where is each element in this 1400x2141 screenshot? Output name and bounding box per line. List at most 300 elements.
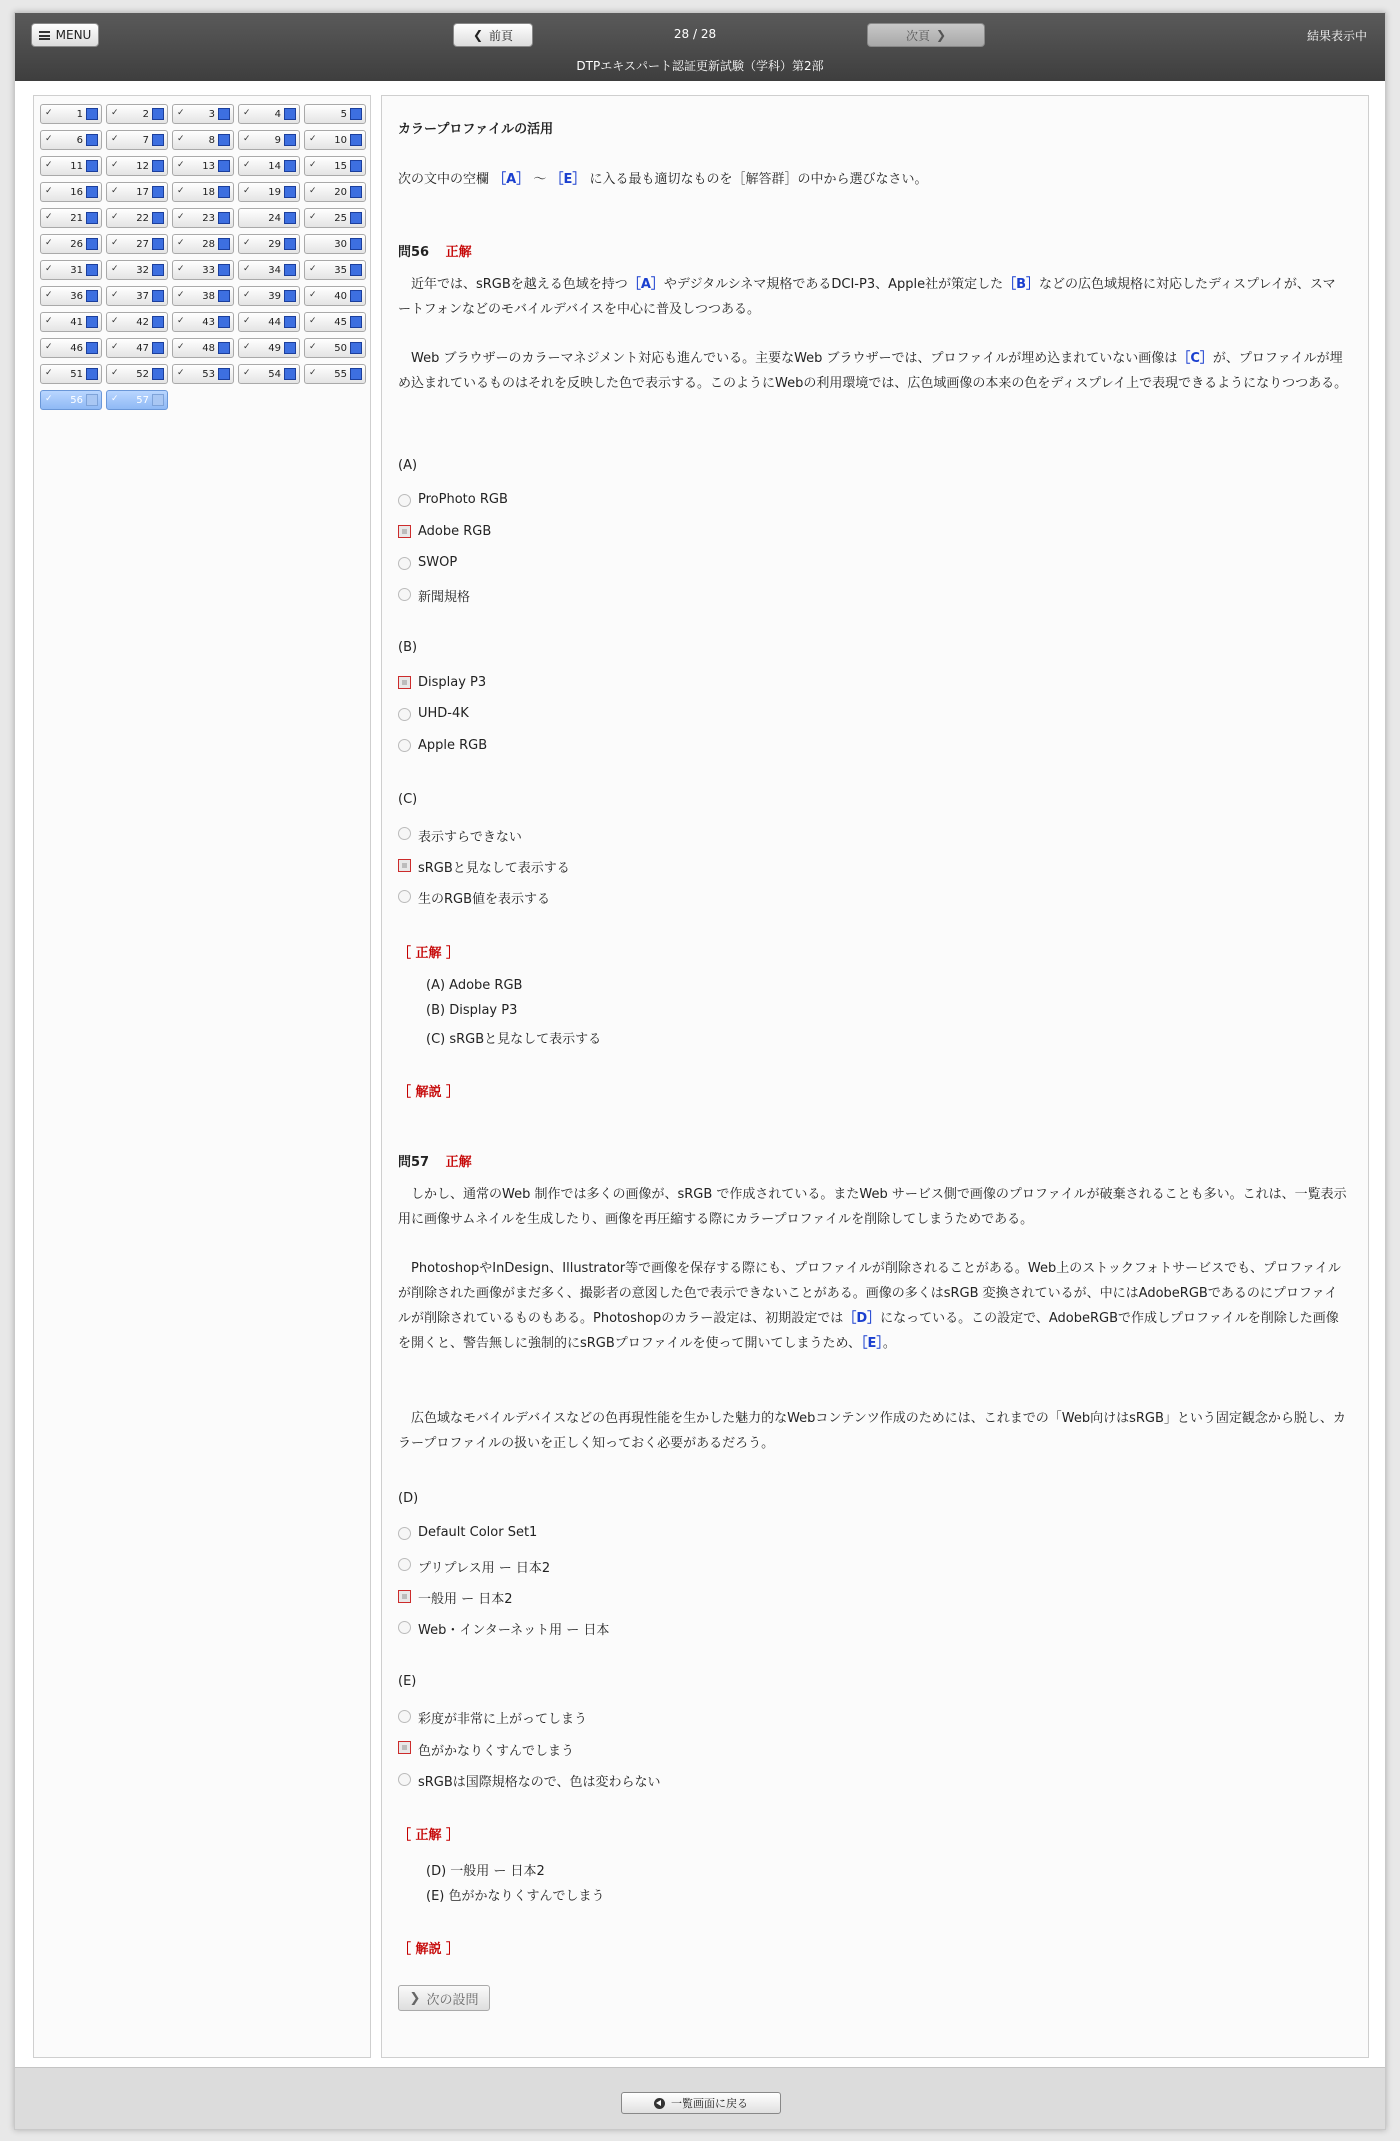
- check-icon: ✓: [45, 290, 53, 300]
- flag-icon: [350, 134, 362, 146]
- question-nav-button[interactable]: [238, 182, 300, 202]
- question-number-label: 20: [334, 187, 347, 198]
- question-number-label: 7: [142, 135, 149, 146]
- chevron-right-icon: ❯: [409, 1990, 421, 2006]
- check-icon: ✓: [177, 212, 185, 222]
- flag-icon: [86, 238, 98, 250]
- question-number-label: 38: [202, 291, 215, 302]
- question-nav-button[interactable]: [304, 286, 366, 306]
- question-nav-button[interactable]: [172, 234, 234, 254]
- question-number-label: 42: [136, 317, 149, 328]
- question-number-label: 37: [136, 291, 149, 302]
- question-nav-button[interactable]: [304, 260, 366, 280]
- question-number-label: 28: [202, 239, 215, 250]
- option-label: UHD-4K: [418, 706, 469, 721]
- check-icon: ✓: [45, 186, 53, 196]
- flag-icon: [284, 342, 296, 354]
- question-nav-button[interactable]: [106, 390, 168, 410]
- question-number-label: 39: [268, 291, 281, 302]
- flag-icon: [152, 160, 164, 172]
- question-number-label: 52: [136, 369, 149, 380]
- check-icon: ✓: [111, 186, 119, 196]
- question-number-label: 35: [334, 265, 347, 276]
- question-number-label: 41: [70, 317, 83, 328]
- check-icon: ✓: [243, 316, 251, 326]
- check-icon: ✓: [177, 160, 185, 170]
- exam-title: DTPエキスパート認証更新試験（学科）第2部: [576, 59, 824, 73]
- question-nav-button[interactable]: [172, 182, 234, 202]
- question-nav-button[interactable]: [172, 156, 234, 176]
- question-nav-button[interactable]: [172, 130, 234, 150]
- radio-button[interactable]: [398, 739, 411, 752]
- question-number: 問56: [398, 245, 430, 260]
- check-icon: ✓: [111, 160, 119, 170]
- question-number-label: 18: [202, 187, 215, 198]
- question-number-label: 10: [334, 135, 347, 146]
- check-icon: ✓: [243, 108, 251, 118]
- question-number-label: 56: [70, 395, 83, 406]
- question-nav-button[interactable]: [172, 286, 234, 306]
- flag-icon: [152, 238, 164, 250]
- check-icon: ✓: [309, 160, 317, 170]
- chevron-left-icon: ❮: [472, 28, 484, 42]
- question-nav-button[interactable]: [238, 130, 300, 150]
- question-grid: [40, 104, 366, 410]
- check-icon: ✓: [111, 368, 119, 378]
- question-nav-button[interactable]: [106, 156, 168, 176]
- flag-icon: [284, 134, 296, 146]
- question-nav-button[interactable]: [106, 338, 168, 358]
- question-number-label: 45: [334, 317, 347, 328]
- question-nav-button[interactable]: [106, 364, 168, 384]
- option-label: Display P3: [418, 675, 487, 690]
- option-label: Default Color Set1: [418, 1525, 538, 1540]
- check-icon: ✓: [45, 238, 53, 248]
- question-number-label: 31: [70, 265, 83, 276]
- chevron-right-icon: ❯: [935, 28, 947, 42]
- check-icon: ✓: [243, 342, 251, 352]
- flag-icon: [152, 316, 164, 328]
- question-nav-button[interactable]: [106, 286, 168, 306]
- question-nav-button[interactable]: [238, 286, 300, 306]
- question-number-label: 14: [268, 161, 281, 172]
- check-icon: ✓: [111, 264, 119, 274]
- flag-icon: [86, 342, 98, 354]
- flag-icon: [86, 264, 98, 276]
- check-icon: ✓: [111, 394, 119, 404]
- question-number-label: 27: [136, 239, 149, 250]
- question-number-label: 25: [334, 213, 347, 224]
- flag-icon: [152, 342, 164, 354]
- check-icon: ✓: [243, 134, 251, 144]
- prev-page-button[interactable]: [453, 23, 533, 47]
- question-number-label: 40: [334, 291, 347, 302]
- radio-button[interactable]: [398, 557, 411, 570]
- question-number-label: 2: [142, 109, 149, 120]
- question-56-header: [398, 241, 472, 260]
- question-nav-button[interactable]: [238, 208, 300, 228]
- check-icon: ✓: [111, 134, 119, 144]
- question-number-label: 4: [274, 109, 281, 120]
- question-nav-button[interactable]: [238, 156, 300, 176]
- check-icon: ✓: [243, 186, 251, 196]
- question-nav-button[interactable]: [40, 312, 102, 332]
- check-icon: ✓: [177, 368, 185, 378]
- back-to-list-button[interactable]: [621, 2092, 781, 2114]
- question-nav-button[interactable]: [304, 156, 366, 176]
- flag-icon: [218, 290, 230, 302]
- page-counter: 28 / 28: [673, 27, 717, 41]
- radio-button-selected[interactable]: [398, 1590, 411, 1603]
- check-icon: ✓: [177, 290, 185, 300]
- check-icon: ✓: [111, 316, 119, 326]
- flag-icon: [152, 368, 164, 380]
- question-nav-button[interactable]: [40, 208, 102, 228]
- check-icon: ✓: [309, 134, 317, 144]
- flag-icon: [218, 160, 230, 172]
- option-label: 表示すらできない: [418, 830, 522, 845]
- flag-icon: [218, 342, 230, 354]
- check-icon: ✓: [177, 108, 185, 118]
- check-icon: ✓: [45, 342, 53, 352]
- question-number-label: 16: [70, 187, 83, 198]
- header-bar: [15, 13, 1385, 81]
- check-icon: ✓: [309, 264, 317, 274]
- check-icon: ✓: [45, 316, 53, 326]
- question-nav-button[interactable]: [172, 364, 234, 384]
- check-icon: ✓: [309, 342, 317, 352]
- option-label: Web・インターネット用 ー 日本: [418, 1623, 610, 1638]
- question-nav-button[interactable]: [106, 260, 168, 280]
- check-icon: ✓: [309, 368, 317, 378]
- flag-icon: [218, 368, 230, 380]
- question-nav-button[interactable]: [40, 364, 102, 384]
- question-nav-button[interactable]: [106, 234, 168, 254]
- next-question-button[interactable]: [398, 1985, 490, 2011]
- app-frame: [14, 12, 1386, 2130]
- check-icon: ✓: [45, 264, 53, 274]
- radio-button-selected[interactable]: [398, 676, 411, 689]
- flag-icon: [218, 134, 230, 146]
- flag-icon: [86, 290, 98, 302]
- question-number-label: 26: [70, 239, 83, 250]
- check-icon: ✓: [45, 212, 53, 222]
- flag-icon: [350, 290, 362, 302]
- radio-button[interactable]: [398, 890, 411, 903]
- question-number-label: 55: [334, 369, 347, 380]
- question-nav-button[interactable]: [304, 182, 366, 202]
- next-page-button[interactable]: [867, 23, 985, 47]
- question-nav-button[interactable]: [40, 260, 102, 280]
- question-number: 問57: [398, 1155, 430, 1170]
- question-nav-button[interactable]: [40, 286, 102, 306]
- flag-icon: [86, 316, 98, 328]
- flag-icon: [284, 368, 296, 380]
- radio-button[interactable]: [398, 1621, 411, 1634]
- question-number-label: 54: [268, 369, 281, 380]
- check-icon: ✓: [309, 212, 317, 222]
- check-icon: ✓: [45, 394, 53, 404]
- check-icon: ✓: [177, 238, 185, 248]
- check-icon: ✓: [309, 290, 317, 300]
- radio-button[interactable]: [398, 588, 411, 601]
- question-number-label: 15: [334, 161, 347, 172]
- question-number-label: 19: [268, 187, 281, 198]
- question-nav-button[interactable]: [304, 234, 366, 254]
- menu-label: MENU: [55, 28, 92, 42]
- explanation-heading: ［ 解説 ］: [398, 1942, 460, 1957]
- flag-icon: [350, 212, 362, 224]
- radio-button[interactable]: [398, 827, 411, 840]
- question-number-label: 5: [340, 109, 347, 120]
- question-panel: [381, 95, 1369, 2058]
- option-label: プリプレス用 ー 日本2: [418, 1561, 551, 1576]
- question-sidebar: [33, 95, 371, 2058]
- group-label-b: (B): [398, 640, 418, 655]
- radio-button-selected[interactable]: [398, 859, 411, 872]
- check-icon: ✓: [177, 316, 185, 326]
- question-nav-button[interactable]: [238, 104, 300, 124]
- next-question-label: 次の設問: [426, 1992, 479, 2008]
- question-56-paragraph-2: Web ブラウザーのカラーマネジメント対応も進んでいる。主要なWeb ブラウザーでは、プロファイルが埋め込まれていない画像は［C］が、プロファイルが埋め込まれているものはそれを反映した色で表示する。このようにWebの利用環境では、広色域画像の本来の色をディスプレイ上で表現できるようになりつつある。: [398, 351, 1348, 391]
- radio-button[interactable]: [398, 1710, 411, 1723]
- flag-icon: [218, 212, 230, 224]
- back-to-list-label: 一覧画面に戻る: [671, 2097, 748, 2110]
- flag-icon: [152, 186, 164, 198]
- flag-icon: [86, 212, 98, 224]
- question-nav-button[interactable]: [40, 104, 102, 124]
- check-icon: ✓: [309, 316, 317, 326]
- question-number-label: 43: [202, 317, 215, 328]
- flag-icon: [284, 238, 296, 250]
- question-number-label: 57: [136, 395, 149, 406]
- group-label-d: (D): [398, 1491, 419, 1506]
- question-nav-button[interactable]: [238, 364, 300, 384]
- question-nav-button[interactable]: [304, 130, 366, 150]
- radio-button[interactable]: [398, 1558, 411, 1571]
- correct-answer-item: (A) Adobe RGB: [426, 978, 523, 993]
- question-nav-button[interactable]: [304, 104, 366, 124]
- flag-icon: [350, 264, 362, 276]
- question-nav-button[interactable]: [40, 234, 102, 254]
- check-icon: ✓: [243, 264, 251, 274]
- question-nav-button[interactable]: [238, 234, 300, 254]
- check-icon: ✓: [111, 290, 119, 300]
- flag-icon: [350, 368, 362, 380]
- radio-button[interactable]: [398, 494, 411, 507]
- flag-icon: [218, 108, 230, 120]
- question-number-label: 11: [70, 161, 83, 172]
- check-icon: ✓: [177, 264, 185, 274]
- check-icon: ✓: [309, 186, 317, 196]
- question-57-paragraph-2: PhotoshopやInDesign、Illustrator等で画像を保存する際にも、プロファイルが削除されることがある。Web上のストックフォトサービスでも、プロファイルが削除された画像がまだ多く、撮影者の意図した色で表示できないことがある。画像の多くはsRGB 変換されているが、中にはAdobeRGBであるのにプロファイルが削除されているものもある。Photoshopのカラー設定は、初期設定では［D］になっている。この設定で、AdobeRGBで作成しプロファイルを削除した画像を開くと、警告無しに強制的にsRGBプロファイルを使って開いてしまうため、［E］。: [398, 1261, 1341, 1351]
- question-nav-button[interactable]: [40, 182, 102, 202]
- question-number-label: 12: [136, 161, 149, 172]
- option-label: Adobe RGB: [418, 524, 492, 539]
- question-nav-button[interactable]: [304, 208, 366, 228]
- check-icon: ✓: [177, 186, 185, 196]
- flag-icon: [152, 290, 164, 302]
- radio-button[interactable]: [398, 708, 411, 721]
- option-label: sRGBは国際規格なので、色は変わらない: [418, 1775, 661, 1790]
- explanation-heading: ［ 解説 ］: [398, 1085, 460, 1100]
- question-number-label: 3: [208, 109, 215, 120]
- correct-answer-item: (C) sRGBと見なして表示する: [426, 1032, 602, 1047]
- question-number-label: 48: [202, 343, 215, 354]
- group-label-c: (C): [398, 792, 418, 807]
- correct-answer-heading: ［ 正解 ］: [398, 946, 460, 961]
- check-icon: ✓: [45, 368, 53, 378]
- flag-icon: [284, 212, 296, 224]
- question-nav-button[interactable]: [106, 130, 168, 150]
- question-number-label: 1: [76, 109, 83, 120]
- flag-icon: [350, 186, 362, 198]
- question-nav-button[interactable]: [40, 130, 102, 150]
- question-57-header: [398, 1151, 472, 1170]
- flag-icon: [152, 264, 164, 276]
- group-label-a: (A): [398, 458, 418, 473]
- flag-icon: [86, 394, 98, 406]
- question-nav-button[interactable]: [238, 312, 300, 332]
- group-label-e: (E): [398, 1674, 417, 1689]
- question-number-label: 34: [268, 265, 281, 276]
- check-icon: ✓: [177, 342, 185, 352]
- flag-icon: [152, 134, 164, 146]
- correct-answer-heading: ［ 正解 ］: [398, 1828, 460, 1843]
- question-nav-button[interactable]: [238, 338, 300, 358]
- back-arrow-circle-icon: [654, 2098, 665, 2109]
- flag-icon: [152, 108, 164, 120]
- section-heading: カラープロファイルの活用: [398, 122, 554, 137]
- question-number-label: 33: [202, 265, 215, 276]
- result-badge: 正解: [445, 245, 472, 260]
- question-number-label: 32: [136, 265, 149, 276]
- flag-icon: [350, 160, 362, 172]
- question-number-label: 21: [70, 213, 83, 224]
- flag-icon: [86, 160, 98, 172]
- flag-icon: [86, 186, 98, 198]
- check-icon: ✓: [243, 160, 251, 170]
- question-57-paragraph-3: 広色域なモバイルデバイスなどの色再現性能を生かした魅力的なWebコンテンツ作成のためには、これまでの「Web向けはsRGB」という固定観念から脱し、カラープロファイルの扱いを正しく知っておく必要があるだろう。: [398, 1411, 1346, 1451]
- flag-icon: [284, 186, 296, 198]
- footer-bar: [15, 2067, 1385, 2129]
- check-icon: ✓: [111, 212, 119, 222]
- question-number-label: 47: [136, 343, 149, 354]
- flag-icon: [350, 316, 362, 328]
- flag-icon: [284, 160, 296, 172]
- question-number-label: 46: [70, 343, 83, 354]
- radio-button-selected[interactable]: [398, 525, 411, 538]
- question-nav-button[interactable]: [172, 260, 234, 280]
- flag-icon: [284, 316, 296, 328]
- option-label: 生のRGB値を表示する: [418, 892, 551, 907]
- question-nav-button[interactable]: [40, 390, 102, 410]
- check-icon: ✓: [45, 134, 53, 144]
- question-number-label: 50: [334, 343, 347, 354]
- question-number-label: 8: [208, 135, 215, 146]
- check-icon: ✓: [243, 368, 251, 378]
- correct-answer-item: (B) Display P3: [426, 1003, 518, 1018]
- check-icon: ✓: [111, 342, 119, 352]
- radio-button[interactable]: [398, 1773, 411, 1786]
- flag-icon: [350, 238, 362, 250]
- check-icon: ✓: [243, 290, 251, 300]
- question-nav-button[interactable]: [106, 182, 168, 202]
- check-icon: ✓: [111, 108, 119, 118]
- question-number-label: 36: [70, 291, 83, 302]
- correct-answer-item: (E) 色がかなりくすんでしまう: [426, 1889, 605, 1904]
- flag-icon: [284, 290, 296, 302]
- question-number-label: 49: [268, 343, 281, 354]
- question-number-label: 29: [268, 239, 281, 250]
- question-nav-button[interactable]: [106, 208, 168, 228]
- option-label: ProPhoto RGB: [418, 492, 508, 507]
- flag-icon: [218, 264, 230, 276]
- check-icon: ✓: [111, 238, 119, 248]
- instruction-text: 次の文中の空欄 ［A］ 〜 ［E］ に入る最も適切なものを［解答群］の中から選びなさい。: [398, 172, 928, 187]
- flag-icon: [152, 212, 164, 224]
- option-label: sRGBと見なして表示する: [418, 861, 570, 876]
- check-icon: ✓: [45, 108, 53, 118]
- menu-button[interactable]: [31, 23, 99, 47]
- option-label: Apple RGB: [418, 738, 488, 753]
- radio-button[interactable]: [398, 1527, 411, 1540]
- question-number-label: 9: [274, 135, 281, 146]
- flag-icon: [86, 108, 98, 120]
- question-57-paragraph-1: しかし、通常のWeb 制作では多くの画像が、sRGB で作成されている。またWeb サービス側で画像のプロファイルが破棄されることも多い。これは、一覧表示用に画像サムネイルを生成したり、画像を再圧縮する際にカラープロファイルを削除してしまうためである。: [398, 1187, 1347, 1227]
- question-nav-button[interactable]: [172, 104, 234, 124]
- option-label: SWOP: [418, 555, 458, 570]
- hamburger-icon: [39, 31, 50, 40]
- option-label: 一般用 ー 日本2: [418, 1592, 513, 1607]
- question-nav-button[interactable]: [172, 208, 234, 228]
- question-number-label: 24: [268, 213, 281, 224]
- question-nav-button[interactable]: [304, 312, 366, 332]
- correct-answer-item: (D) 一般用 ー 日本2: [426, 1864, 545, 1879]
- result-badge: 正解: [445, 1155, 472, 1170]
- question-nav-button[interactable]: [106, 104, 168, 124]
- flag-icon: [350, 108, 362, 120]
- check-icon: ✓: [177, 134, 185, 144]
- question-nav-button[interactable]: [304, 338, 366, 358]
- question-nav-button[interactable]: [172, 312, 234, 332]
- question-number-label: 17: [136, 187, 149, 198]
- question-nav-button[interactable]: [40, 338, 102, 358]
- question-number-label: 6: [76, 135, 83, 146]
- option-label: 彩度が非常に上がってしまう: [418, 1712, 588, 1727]
- question-number-label: 30: [334, 239, 347, 250]
- question-number-label: 51: [70, 369, 83, 380]
- question-nav-button[interactable]: [304, 364, 366, 384]
- question-56-paragraph-1: 近年では、sRGBを越える色域を持つ［A］やデジタルシネマ規格であるDCI-P3、Apple社が策定した［B］などの広色域規格に対応したディスプレイが、スマートフォンなどのモバイルデバイスを中心に普及しつつある。: [398, 277, 1336, 317]
- next-page-label: 次頁: [905, 28, 930, 43]
- question-nav-button[interactable]: [106, 312, 168, 332]
- question-number-label: 13: [202, 161, 215, 172]
- check-icon: ✓: [243, 238, 251, 248]
- result-status: 結果表示中: [1306, 29, 1367, 43]
- question-number-label: 22: [136, 213, 149, 224]
- flag-icon: [284, 108, 296, 120]
- option-label: 色がかなりくすんでしまう: [418, 1744, 575, 1759]
- flag-icon: [350, 342, 362, 354]
- question-number-label: 53: [202, 369, 215, 380]
- question-nav-button[interactable]: [40, 156, 102, 176]
- question-nav-button[interactable]: [172, 338, 234, 358]
- question-number-label: 23: [202, 213, 215, 224]
- flag-icon: [86, 368, 98, 380]
- question-nav-button[interactable]: [238, 260, 300, 280]
- radio-button-selected[interactable]: [398, 1741, 411, 1754]
